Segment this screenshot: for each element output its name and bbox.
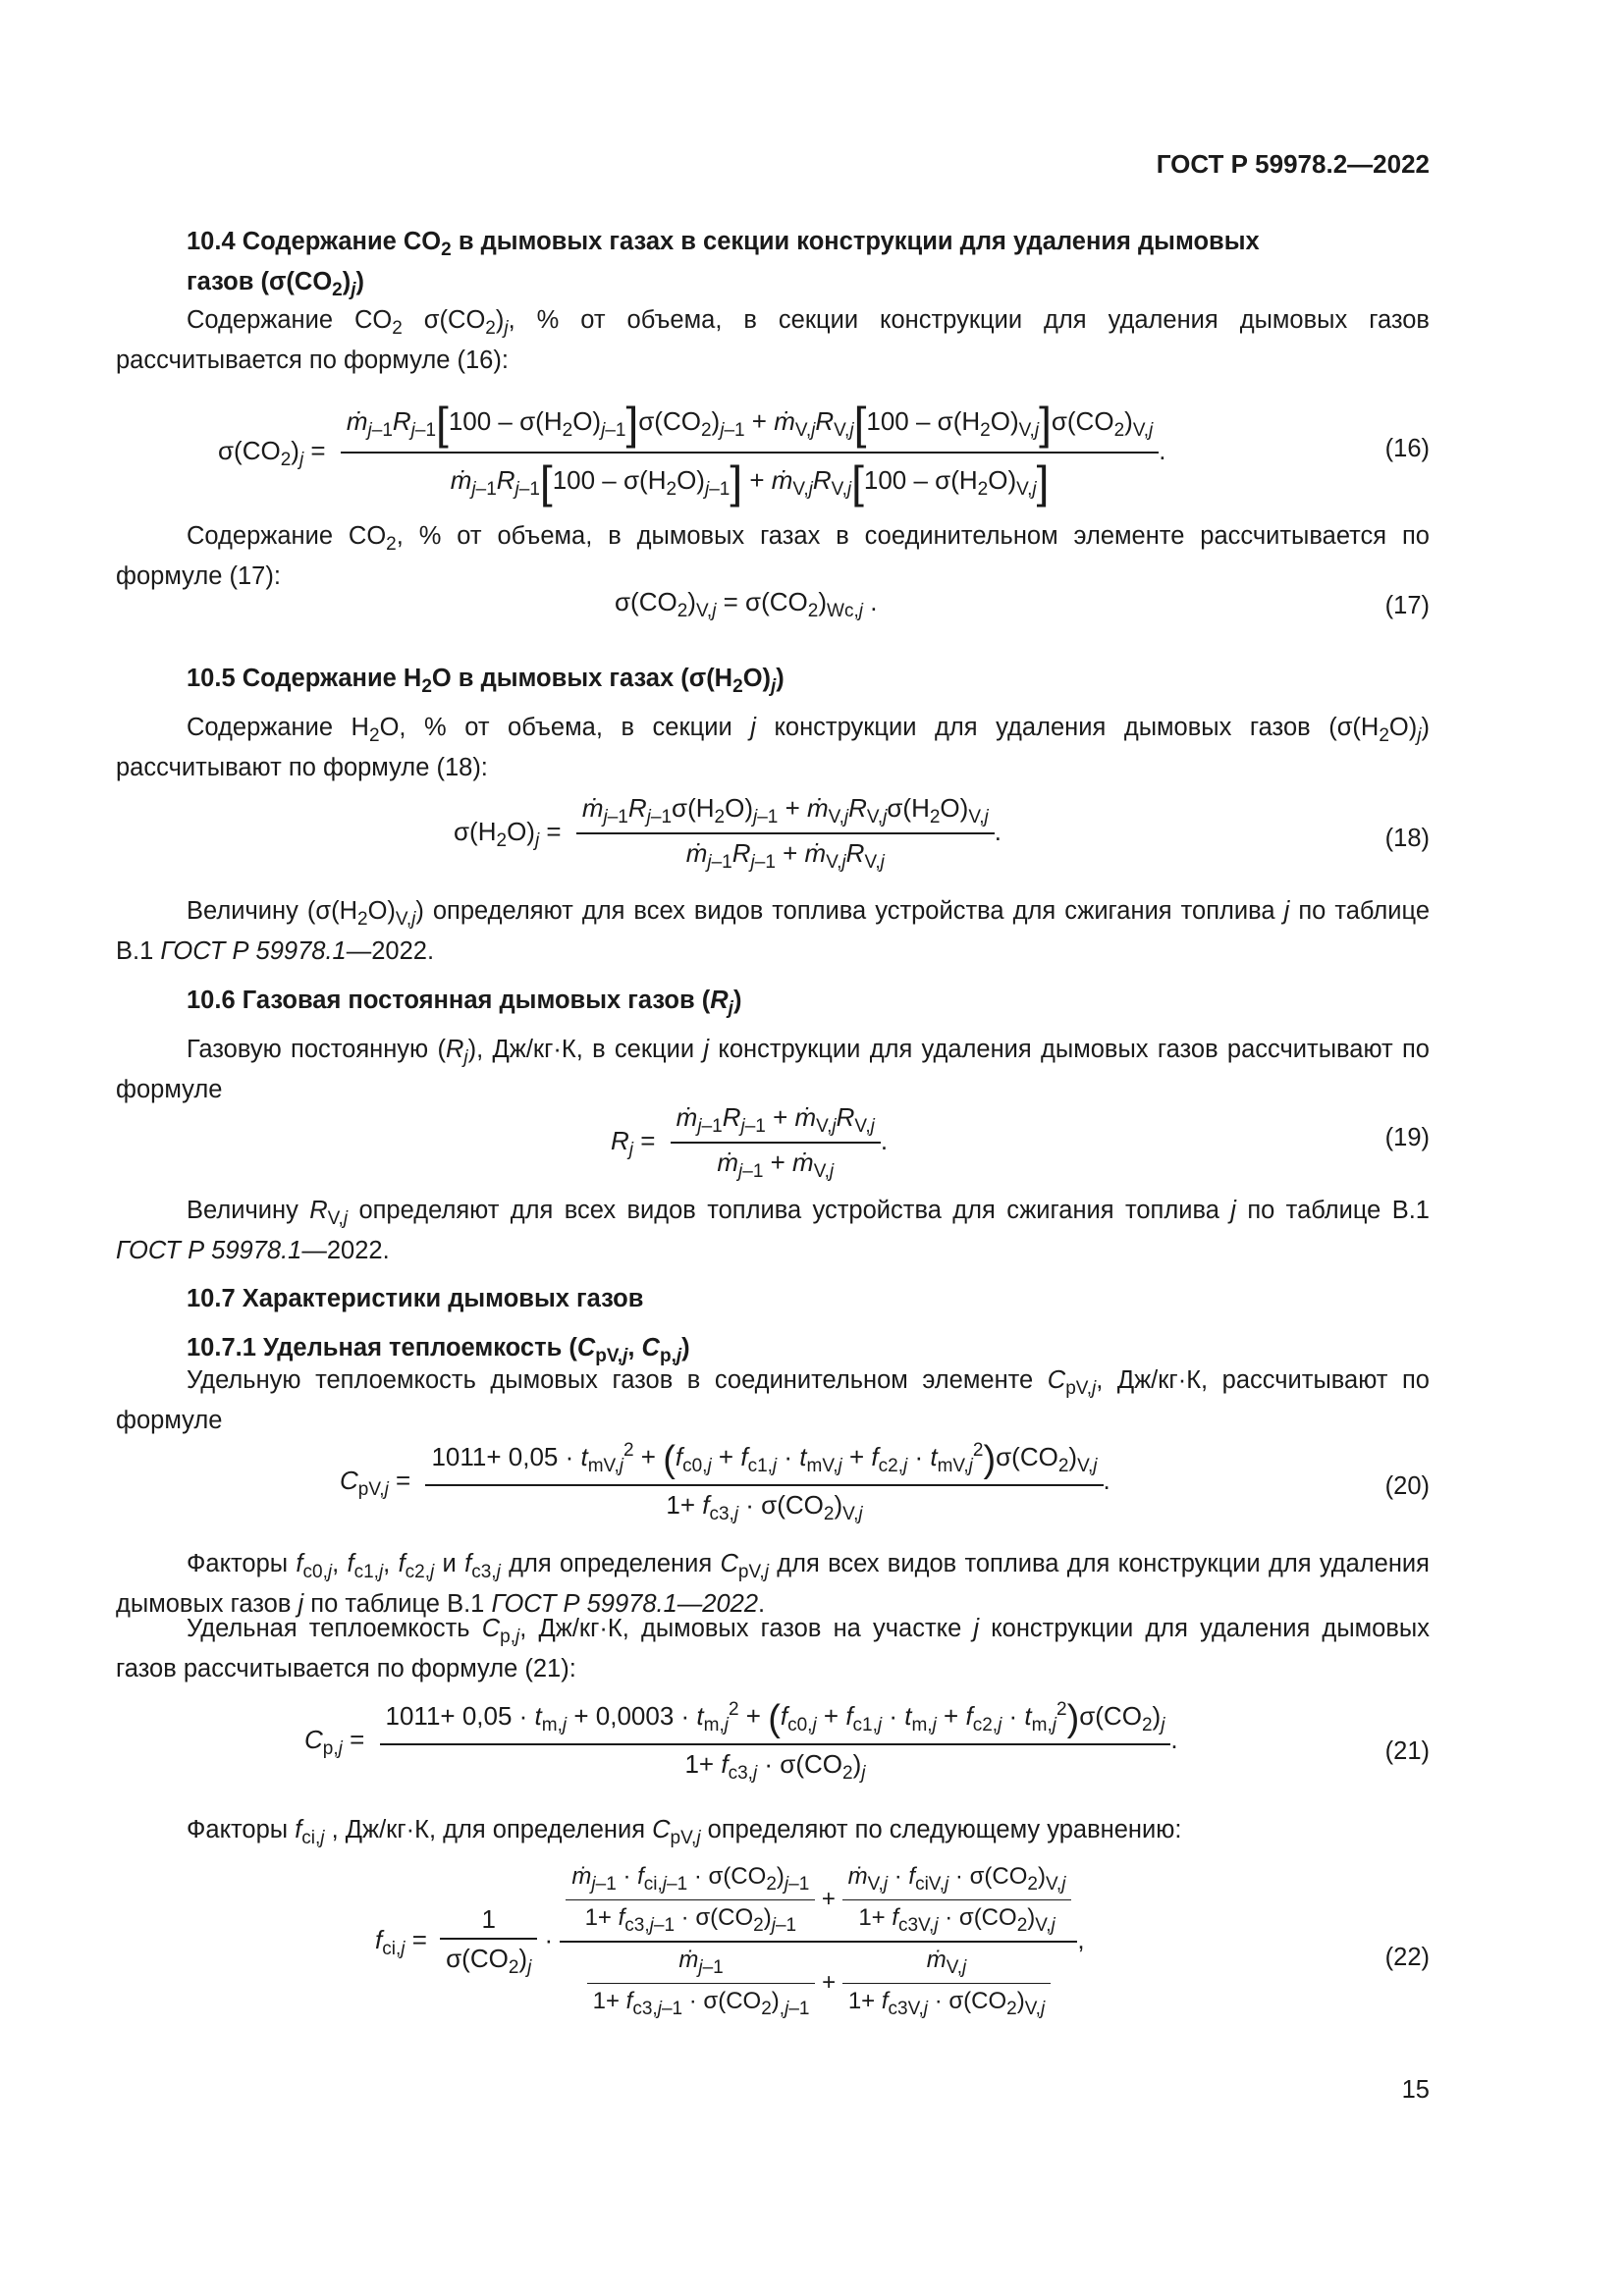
section-10-7-1-title: 10.7.1 Удельная теплоемкость ($C_{pV,j}$, $C_{p,j}$) <box>187 1334 690 1366</box>
equation-number-16: (16) <box>1384 435 1430 462</box>
formula-18: $\sigma(H_2O)_j$ = $\frac{ṁ_{j-1}R_{j-1}\sigma(H_2O)_{j-1} + ṁ_{V,j}R_{V,j}\sigma(H_2O)_{V,j}}{ṁ_{j-1}R_{j-1} + ṁ_{V,j}R_{V,j}}$ . <box>454 793 1001 873</box>
section-10-7-1-para-1: Удельную теплоемкость дымовых газов в соединительном элементе $C_{pV,j}$, Дж/кг·К, рассчитывают по формуле <box>116 1366 1430 1434</box>
section-10-4-para-1: Содержание $CO_2$ $\sigma(CO_2)_j$, % от объема, в секции конструкции для удаления дымовых газов рассчитывается по формуле (16): <box>116 306 1430 374</box>
section-10-5-title: 10.5 Содержание $H_2O$ в дымовых газах $(\sigma(H_2O)_j)$ <box>187 665 785 697</box>
document-header: ГОСТ Р 59978.2—2022 <box>1156 149 1430 179</box>
equation-number-19: (19) <box>1384 1124 1430 1151</box>
formula-20: $C_{pV,j}$ = $1011+ 0,05 \cdot t_{mV,j}^2 + (f_{c0,j} + f_{c1,j} \cdot t_{mV,j} + f_{c2,j} \cdot t_{mV,j}^2)\sigma(CO_2)_{V,j}$ $1+ f_{c3,j} \cdot \sigma(CO_2)_{V,j}$ . <box>340 1439 1110 1524</box>
formula-17: $\sigma(CO_2)_{V,j} = \sigma(CO_2)_{Wc,j}$ . <box>615 587 878 621</box>
formula-22: $f_{ci,j}$ = $\frac{1}{\sigma(CO_2)_j}$ · $\frac{ṁ_{j-1} \cdot f_{ci,j-1} \cdot \sigma(CO_2)_{j-1}}{1+ f_{c3,j-1} \cdot \sigma(CO_2)_{j-1}}$ + $\frac{ṁ_{V,j} \cdot f_{ciV,j} \cdot \sigma(CO_2)_{V,j}}{1+ f_{c3V,j} \cdot \sigma(CO_2)_{V,j}}$ $\frac{ṁ_{j-1}}{1+ f_{c3,j-1} \cdot \sigma(CO_2)_{,j-1}}$ + $\frac{ṁ_{V,j}}{1+ f_{c3V,j} \cdot \sigma(CO_2)_{V,j}}$ , <box>375 1863 1085 2019</box>
section-10-7-1-para-2: Факторы $f_{c0,j}$, $f_{c1,j}$, $f_{c2,j}$ и $f_{c3,j}$ для определения $C_{pV,j}$ для всех видов топлива для конструкции для удаления дымовых газов j по таблице В.1 ГОСТ Р 59978.1—2022. <box>116 1550 1430 1618</box>
section-10-7-1-para-3: Удельная теплоемкость $C_{p,j}$, Дж/кг·К, дымовых газов на участке j конструкции для удаления дымовых газов рассчитывается по формуле (21): <box>116 1615 1430 1682</box>
section-10-6-para-1: Газовую постоянную $(R_j)$, Дж/кг·К, в секции j конструкции для удаления дымовых газов рассчитывают по формуле <box>116 1036 1430 1103</box>
section-10-5-para-2: Величину $(\sigma(H_2O)_{V,j})$ определяют для всех видов топлива устройства для сжигания топлива j по таблице В.1 ГОСТ Р 59978.1—2022. <box>116 897 1430 965</box>
equation-number-20: (20) <box>1384 1472 1430 1500</box>
section-10-7-title: 10.7 Характеристики дымовых газов <box>187 1285 644 1312</box>
equation-number-18: (18) <box>1384 825 1430 852</box>
section-10-6-para-2: Величину $R_{V,j}$ определяют для всех видов топлива устройства для сжигания топлива j по таблице В.1 ГОСТ Р 59978.1—2022. <box>116 1197 1430 1264</box>
equation-number-22: (22) <box>1384 1944 1430 1971</box>
section-10-4-para-2: Содержание $CO_2$, % от объема, в дымовых газах в соединительном элементе рассчитывается по формуле (17): <box>116 522 1430 590</box>
page-number: 15 <box>1401 2076 1430 2104</box>
section-10-4-title: 10.4 Содержание $CO_2$ в дымовых газах в секции конструкции для удаления дымовых газов $(\sigma(CO_2)_j)$ <box>187 228 1260 300</box>
formula-21: $C_{p,j}$ = $1011+ 0,05 \cdot t_{m,j} + 0,0003 \cdot t_{m,j}^2 + (f_{c0,j} + f_{c1,j} \cdot t_{m,j} + f_{c2,j} \cdot t_{m,j}^2)\sigma(CO_2)_j$ $1+ f_{c3,j} \cdot \sigma(CO_2)_j$ . <box>304 1698 1178 1784</box>
section-10-5-para-1: Содержание $H_2O$, % от объема, в секции j конструкции для удаления дымовых газов $(\sigma(H_2O)_j)$ рассчитывают по формуле (18): <box>116 714 1430 781</box>
formula-16: $\sigma(CO_2)_j$ = $ṁ_{j-1}R_{j-1}[100 - \sigma(H_2O)_{j-1}]\sigma(CO_2)_{j-1}$ + $ṁ_{V,j}R_{V,j}[100 - \sigma(H_2O)_{V,j}]\sigma(CO_2)_{V,j}$ $ṁ_{j-1}R_{j-1}[100 - \sigma(H_2O)_{j-1}]$ + $ṁ_{V,j}R_{V,j}[100 - \sigma(H_2O)_{V,j}]$ . <box>218 398 1166 507</box>
section-10-6-title: 10.6 Газовая постоянная дымовых газов $(R_j)$ <box>187 987 742 1019</box>
equation-number-17: (17) <box>1384 592 1430 619</box>
equation-number-21: (21) <box>1384 1737 1430 1765</box>
formula-19: $R_j$ = $\frac{ṁ_{j-1}R_{j-1} + ṁ_{V,j}R_{V,j}}{ṁ_{j-1} + ṁ_{V,j}}$ . <box>611 1102 889 1182</box>
section-10-7-1-para-4: Факторы $f_{ci,j}$ , Дж/кг·К, для определения $C_{pV,j}$ определяют по следующему уравнению: <box>187 1816 1182 1848</box>
